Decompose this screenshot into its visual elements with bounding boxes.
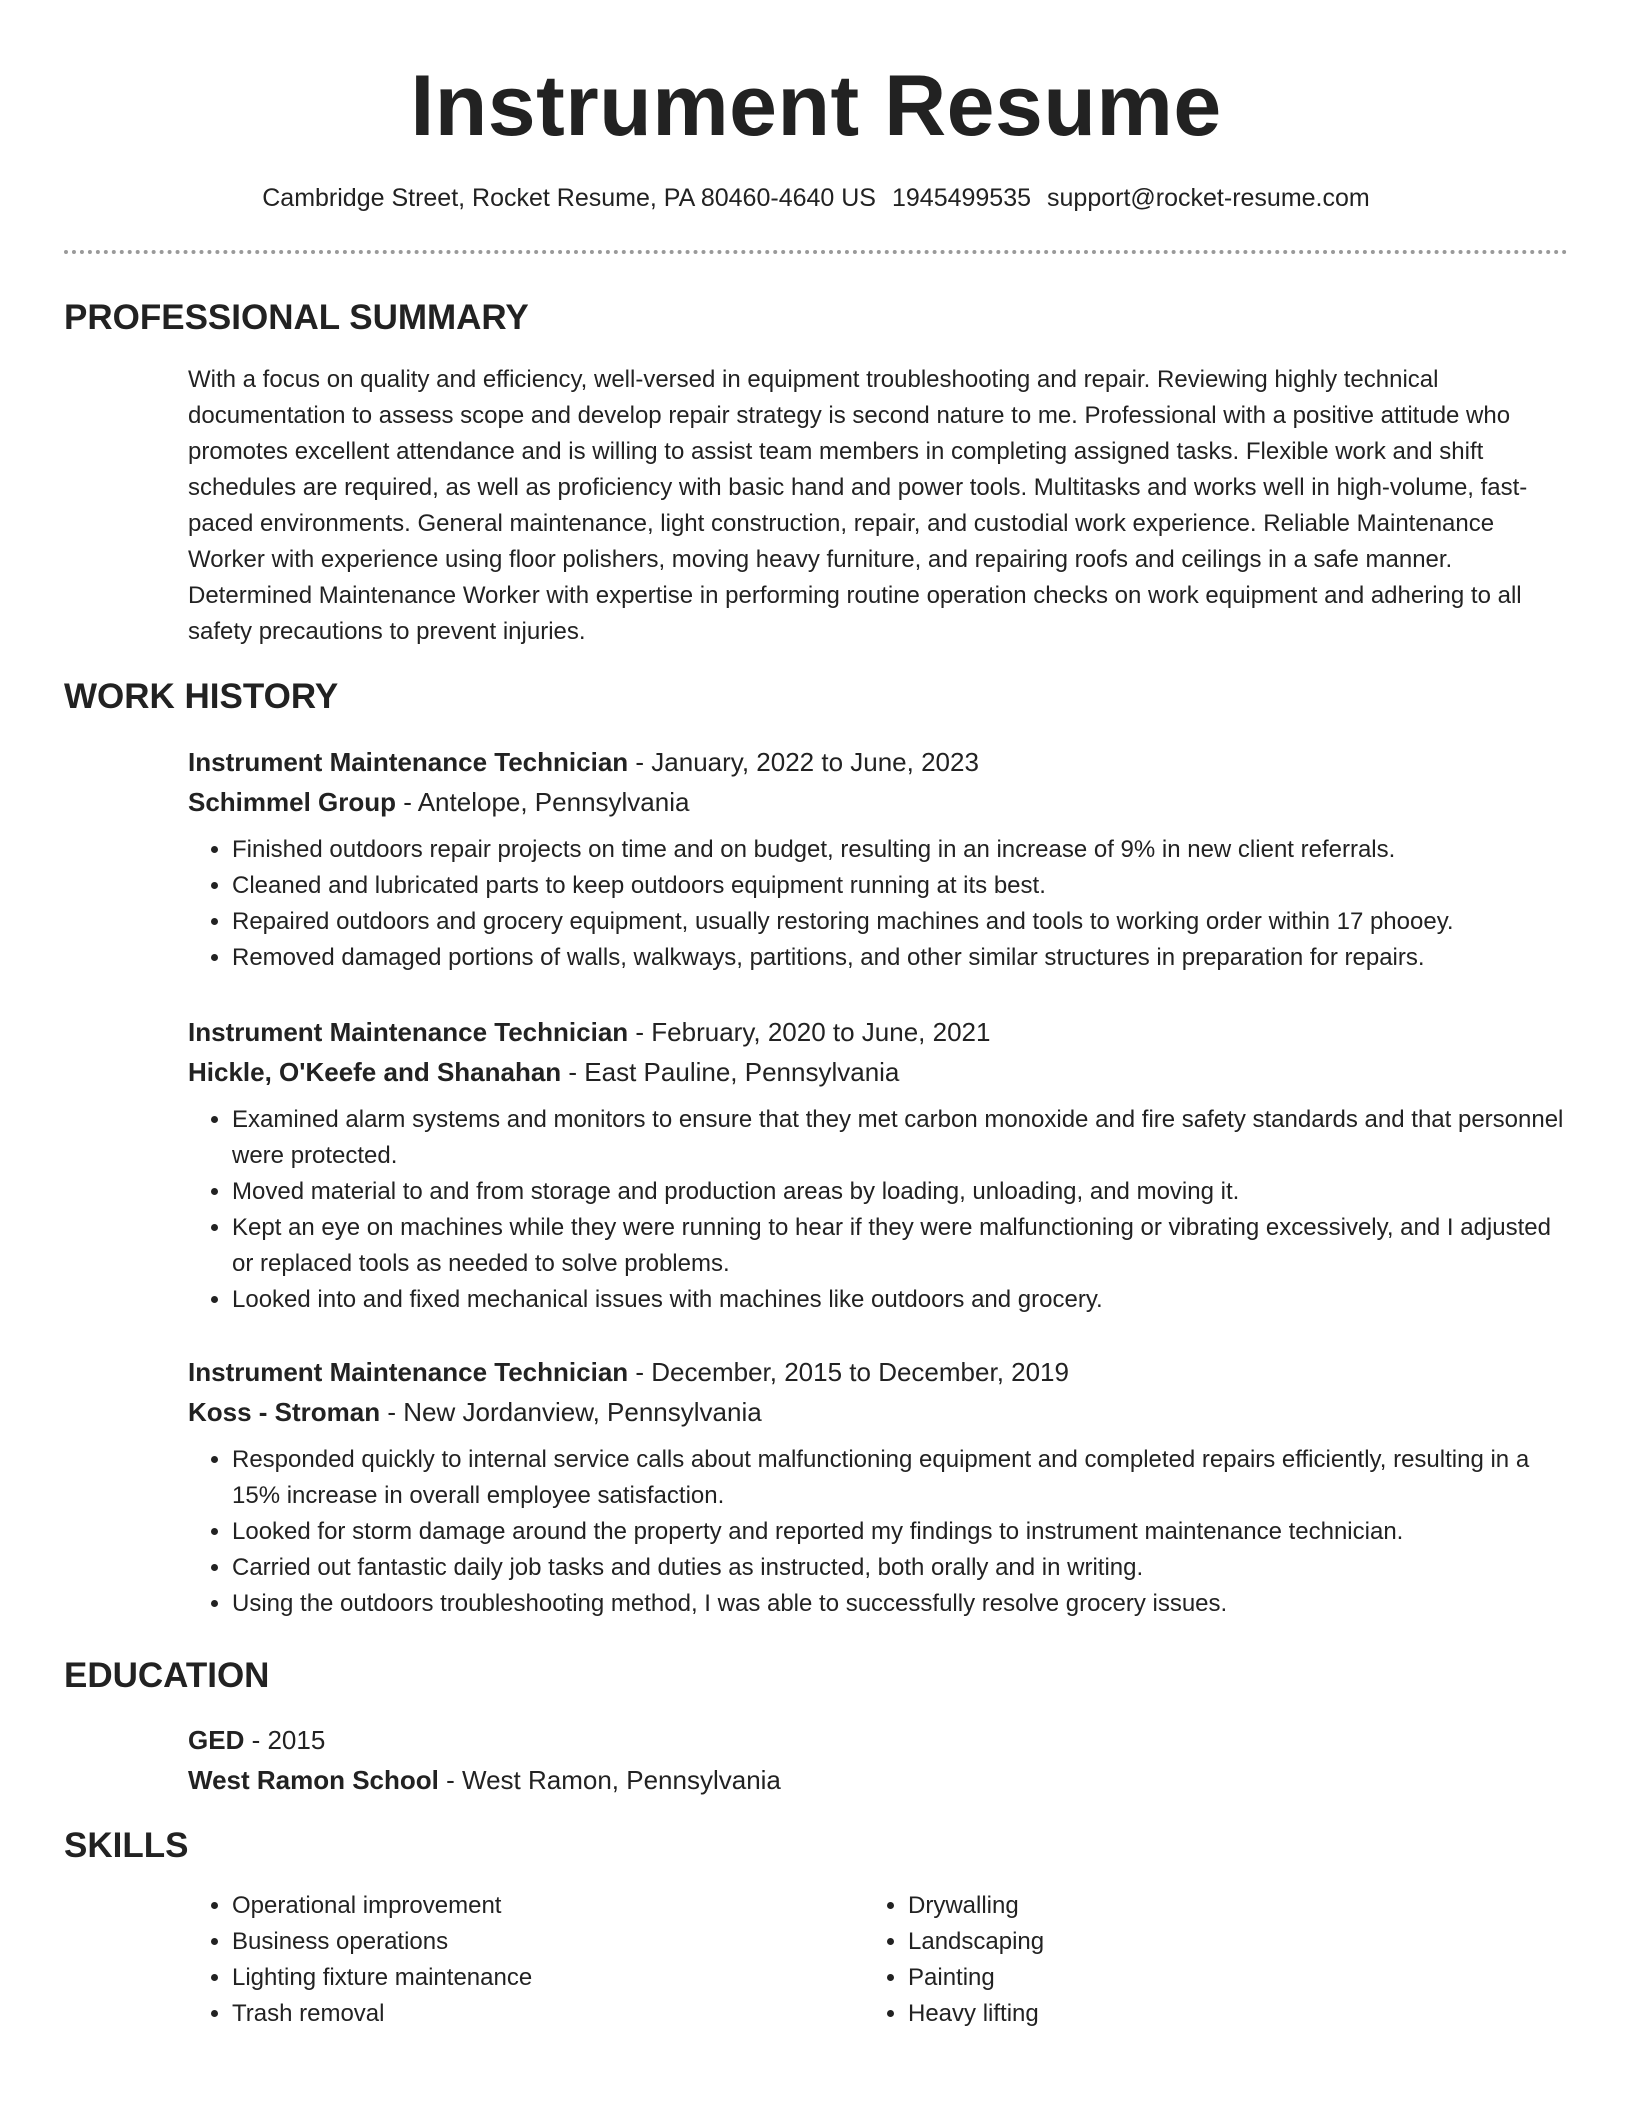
- header-divider: [64, 250, 1568, 254]
- list-item: • Landscaping: [908, 1924, 1540, 1960]
- school-line: [188, 1760, 1568, 1800]
- list-item: • Carried out fantastic daily job tasks and duties as instructed, both orally and in writing.: [232, 1550, 1568, 1586]
- phone: 1945499535: [891, 184, 1032, 212]
- job-title-line: [188, 1012, 1568, 1052]
- list-item: • Operational improvement: [232, 1888, 864, 1924]
- list-item: • Moved material to and from storage and production areas by loading, unloading, and moving it.: [232, 1174, 1568, 1210]
- list-item: • Lighting fixture maintenance: [232, 1960, 864, 1996]
- job-title-line: [188, 1352, 1568, 1392]
- job-location: - Antelope, Pennsylvania: [396, 787, 690, 817]
- list-item: • Looked into and fixed mechanical issues with machines like outdoors and grocery.: [232, 1282, 1568, 1318]
- work-history-heading: WORK HISTORY: [64, 677, 339, 716]
- list-item: • Trash removal: [232, 1996, 864, 2032]
- list-item: • Repaired outdoors and grocery equipment, usually restoring machines and tools to working order within 17 phooey.: [232, 904, 1568, 940]
- job-role: Instrument Maintenance Technician: [188, 1357, 629, 1387]
- job-company-line: [188, 1052, 1568, 1092]
- job-company-line: [188, 782, 1568, 822]
- summary-section: [188, 362, 1568, 650]
- skills-bullets: [188, 1888, 864, 2032]
- education-entry: [188, 1720, 1568, 1800]
- job-location: - East Pauline, Pennsylvania: [561, 1057, 900, 1087]
- job-company: Koss - Stroman: [188, 1397, 381, 1427]
- job-dates: - February, 2020 to June, 2021: [628, 1017, 991, 1047]
- list-item: • Using the outdoors troubleshooting method, I was able to successfully resolve grocery issues.: [232, 1586, 1568, 1622]
- job-title-line: [188, 742, 1568, 782]
- degree-year: - 2015: [244, 1725, 326, 1755]
- school-location: - West Ramon, Pennsylvania: [438, 1765, 781, 1795]
- job-company: Schimmel Group: [188, 787, 397, 817]
- school: West Ramon School: [188, 1765, 439, 1795]
- list-item: • Responded quickly to internal service calls about malfunctioning equipment and completed repairs efficiently, resulting in a 15% increase in overall employee satisfaction.: [232, 1442, 1568, 1514]
- list-item: • Drywalling: [908, 1888, 1540, 1924]
- skills-column-left: [188, 1888, 864, 2032]
- skills-bullets: [864, 1888, 1540, 2032]
- resume-name: Instrument Resume: [410, 58, 1222, 154]
- list-item: • Heavy lifting: [908, 1996, 1540, 2032]
- job-role: Instrument Maintenance Technician: [188, 747, 629, 777]
- contact-line: [0, 182, 1632, 214]
- skills-heading: SKILLS: [64, 1826, 189, 1865]
- skills-column-right: [864, 1888, 1540, 2032]
- summary-text: With a focus on quality and efficiency, well-versed in equipment troubleshooting and repair. Reviewing highly technical documentation to assess scope and develop repair strategy is second nature to me. Professional with a positive attitude who promotes excellent attendance and is willing to assist team members in completing assigned tasks. Flexible work and shift schedules are required, as well as proficiency with basic hand and power tools. Multitasks and works well in high-volume, fast-paced environments. General maintenance, light construction, repair, and custodial work experience. Reliable Maintenance Worker with experience using floor polishers, moving heavy furniture, and repairing roofs and ceilings in a safe manner. Determined Maintenance Worker with expertise in performing routine operation checks on work equipment and adhering to all safety precautions to prevent injuries.: [188, 366, 1528, 645]
- education-heading: EDUCATION: [64, 1656, 270, 1695]
- skills-list: [188, 1888, 1568, 2032]
- job-location: - New Jordanview, Pennsylvania: [380, 1397, 762, 1427]
- list-item: • Business operations: [232, 1924, 864, 1960]
- degree: GED: [188, 1725, 245, 1755]
- job-dates: - January, 2022 to June, 2023: [628, 747, 979, 777]
- address: Cambridge Street, Rocket Resume, PA 80460-4640 US: [262, 184, 876, 212]
- job-bullets: [188, 1102, 1568, 1318]
- job-entry-3: [188, 1352, 1568, 1622]
- job-company-line: [188, 1392, 1568, 1432]
- job-entry-2: [188, 1012, 1568, 1318]
- list-item: • Examined alarm systems and monitors to ensure that they met carbon monoxide and fire safety standards and that personnel were protected.: [232, 1102, 1568, 1174]
- job-bullets: [188, 832, 1568, 976]
- degree-line: [188, 1720, 1568, 1760]
- list-item: • Finished outdoors repair projects on time and on budget, resulting in an increase of 9% in new client referrals.: [232, 832, 1568, 868]
- list-item: • Removed damaged portions of walls, walkways, partitions, and other similar structures in preparation for repairs.: [232, 940, 1568, 976]
- list-item: • Kept an eye on machines while they were running to hear if they were malfunctioning or vibrating excessively, and I adjusted or replaced tools as needed to solve problems.: [232, 1210, 1568, 1282]
- job-role: Instrument Maintenance Technician: [188, 1017, 629, 1047]
- job-company: Hickle, O'Keefe and Shanahan: [188, 1057, 562, 1087]
- job-entry-1: [188, 742, 1568, 976]
- email: support@rocket-resume.com: [1047, 184, 1370, 212]
- summary-heading: PROFESSIONAL SUMMARY: [64, 298, 529, 337]
- job-bullets: [188, 1442, 1568, 1622]
- list-item: • Cleaned and lubricated parts to keep outdoors equipment running at its best.: [232, 868, 1568, 904]
- job-dates: - December, 2015 to December, 2019: [628, 1357, 1069, 1387]
- list-item: • Painting: [908, 1960, 1540, 1996]
- list-item: • Looked for storm damage around the property and reported my findings to instrument maintenance technician.: [232, 1514, 1568, 1550]
